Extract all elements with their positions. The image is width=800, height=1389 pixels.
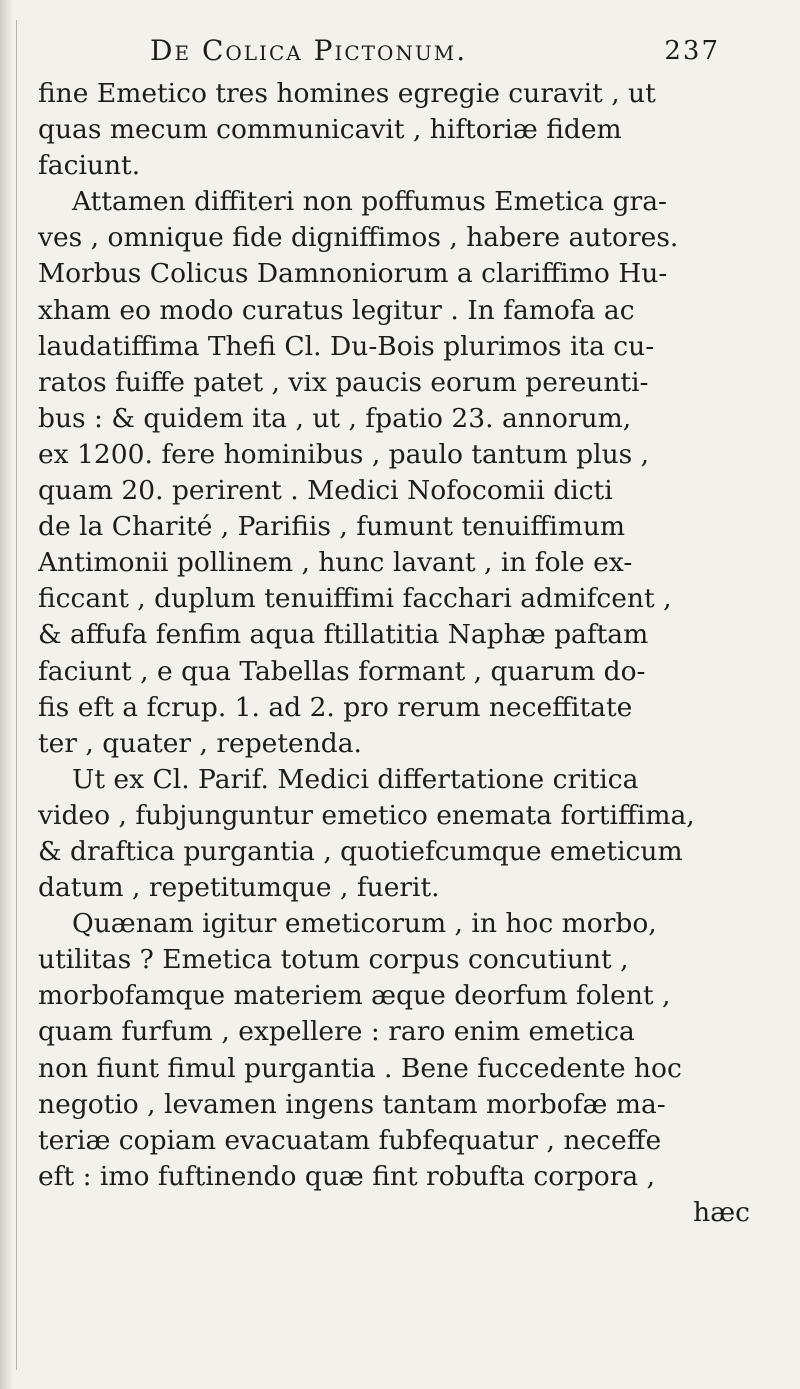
book-binding-shadow xyxy=(0,0,14,1389)
text-line: faciunt , e qua Tabellas formant , quarum do- xyxy=(38,655,646,687)
text-line: video , fubjunguntur emetico enemata fortiffima, xyxy=(38,799,695,831)
text-line: negotio , levamen ingens tantam morbofæ ma- xyxy=(38,1088,666,1120)
text-line: quam furfum , expellere : raro enim emetica xyxy=(38,1016,635,1048)
text-line: non fiunt fimul purgantia . Bene fuccedente hoc xyxy=(38,1052,682,1084)
page-number: 237 xyxy=(664,36,720,66)
gutter-line xyxy=(16,20,17,1370)
running-head xyxy=(38,34,780,76)
paragraph-start-line: Ut ex Cl. Parif. Medici differtatione critica xyxy=(72,763,639,795)
paragraph-start-line: Quænam igitur emeticorum , in hoc morbo, xyxy=(72,908,657,940)
text-line: ves , omnique fide digniffimos , habere autores. xyxy=(38,222,679,254)
text-line: utilitas ? Emetica totum corpus concutiunt , xyxy=(38,944,629,976)
running-head-title: De Colica Pictonum. xyxy=(150,34,468,67)
text-line: fis eft a fcrup. 1. ad 2. pro rerum neceffitate xyxy=(38,691,633,723)
text-line: de la Charité , Parifiis , fumunt tenuiffimum xyxy=(38,511,626,543)
text-line: ter , quater , repetenda. xyxy=(38,727,362,759)
text-line: fine Emetico tres homines egregie curavit , ut xyxy=(38,78,656,109)
text-line: laudatiffima Thefi Cl. Du-Bois plurimos ita cu- xyxy=(38,330,655,362)
body-text xyxy=(38,76,780,1231)
text-line: & affufa fenfim aqua ftillatitia Naphæ paftam xyxy=(38,619,649,651)
text-line: faciunt. xyxy=(38,150,141,182)
book-page xyxy=(38,34,780,1231)
text-line: ratos fuiffe patet , vix paucis eorum pereunti- xyxy=(38,366,649,398)
text-line: datum , repetitumque , fuerit. xyxy=(38,872,440,904)
text-line: quam 20. perirent . Medici Nofocomii dicti xyxy=(38,475,613,507)
text-line: xham eo modo curatus legitur . In famofa ac xyxy=(38,294,635,326)
text-line: Antimonii pollinem , hunc lavant , in fole ex- xyxy=(38,547,633,579)
text-line: ficcant , duplum tenuiffimi facchari admifcent , xyxy=(38,583,672,615)
text-line: morbofamque materiem æque deorfum folent , xyxy=(38,980,671,1012)
text-line: Morbus Colicus Damnoniorum a clariffimo Hu- xyxy=(38,258,668,290)
text-line: bus : & quidem ita , ut , fpatio 23. annorum, xyxy=(38,402,632,434)
text-line: & draftica purgantia , quotiefcumque emeticum xyxy=(38,835,683,867)
text-line: eft : imo fuftinendo quæ fint robufta corpora , xyxy=(38,1160,656,1192)
text-line: ex 1200. fere hominibus , paulo tantum plus , xyxy=(38,438,650,470)
paragraph-start-line: Attamen diffiteri non poffumus Emetica gra- xyxy=(72,186,667,218)
text-line: quas mecum communicavit , hiftoriæ fidem xyxy=(38,114,622,146)
text-line: teriæ copiam evacuatam fubfequatur , neceffe xyxy=(38,1124,662,1156)
catchword: hæc xyxy=(693,1196,750,1228)
